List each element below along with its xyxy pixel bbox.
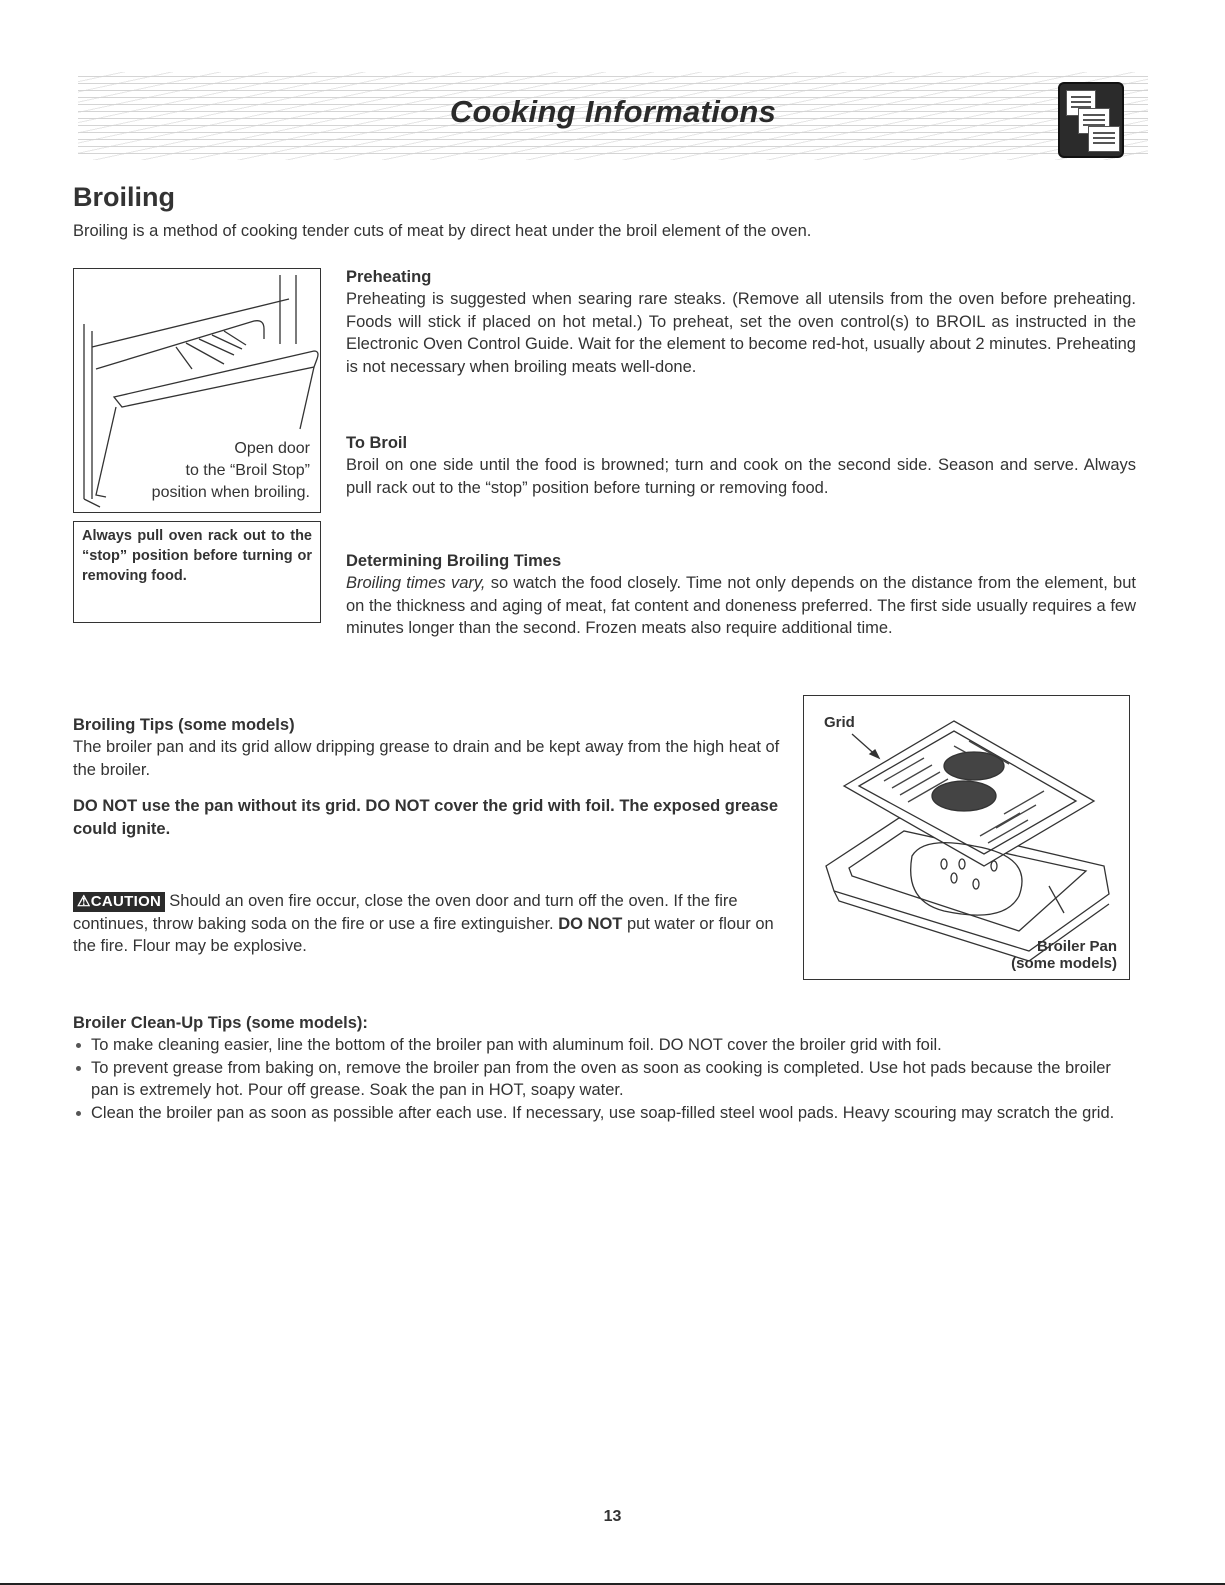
to-broil-heading: To Broil	[346, 434, 408, 452]
grid-label: Grid	[824, 714, 855, 731]
rack-note-box: Always pull oven rack out to the “stop” position before turning or removing food.	[73, 521, 321, 623]
oven-door-caption: Open door to the “Broil Stop” position when broiling.	[151, 440, 310, 501]
list-item: To prevent grease from baking on, remove the broiler pan from the oven as soon as cooking is completed. Use hot pads because the broiler pan is extremely hot. Pour off grease. Soak the pan in HOT, soapy water.	[73, 1057, 1143, 1102]
oven-door-figure	[73, 268, 321, 513]
broiler-pan-figure	[803, 695, 1130, 980]
broiling-tips-warning: DO NOT use the pan without its grid. DO NOT cover the grid with foil. The exposed grease could ignite.	[73, 797, 778, 838]
broiler-pan-illustration	[804, 696, 1129, 979]
preheating-body: Preheating is suggested when searing rare steaks. (Remove all utensils from the oven before preheating. Foods will stick if placed on hot metal.) To preheat, set the oven control(s) to BROIL as instructed in the Electronic Oven Control Guide. Wait for the element to become red-hot, usually about 2 minutes. Preheating is not necessary when broiling meats well-done.	[346, 290, 1136, 376]
list-item: To make cleaning easier, line the bottom of the broiler pan with aluminum foil. DO NOT cover the broiler grid with foil.	[73, 1034, 1143, 1057]
cleanup-heading: Broiler Clean-Up Tips (some models):	[73, 1014, 368, 1032]
documents-icon	[1058, 82, 1124, 158]
page-header-title: Cooking Informations	[449, 94, 777, 129]
caution-badge: ⚠CAUTION	[73, 892, 165, 912]
to-broil-section	[346, 432, 1136, 499]
broiling-tips-heading: Broiling Tips (some models)	[73, 716, 295, 734]
preheating-heading: Preheating	[346, 268, 432, 286]
section-intro: Broiling is a method of cooking tender cuts of meat by direct heat under the broil element of the oven.	[73, 222, 812, 240]
list-item: Clean the broiler pan as soon as possible after each use. If necessary, use soap-filled steel wool pads. Heavy scouring may scratch the grid.	[73, 1102, 1143, 1125]
broiler-pan-label: Broiler Pan (some models)	[1011, 938, 1117, 972]
to-broil-body: Broil on one side until the food is browned; turn and cook on the second side. Season and serve. Always pull rack out to the “stop” position before turning or removing food.	[346, 456, 1136, 497]
broiling-tips-section	[73, 714, 785, 841]
broiling-times-section	[346, 550, 1136, 640]
broiling-times-heading: Determining Broiling Times	[346, 552, 562, 570]
cleanup-list	[73, 1034, 1143, 1124]
page-number: 13	[603, 1508, 622, 1525]
broiling-tips-body: The broiler pan and its grid allow dripping grease to drain and be kept away from the high heat of the broiler.	[73, 738, 780, 779]
caution-section: ⚠CAUTION Should an oven fire occur, close the oven door and turn off the oven. If the fire continues, throw baking soda on the fire or use a fire extinguisher. DO NOT put water or flour on the fire. Flour may be explosive.	[73, 892, 774, 955]
section-title: Broiling	[73, 182, 175, 212]
broiling-times-body: Broiling times vary, so watch the food closely. Time not only depends on the distance from the element, but on the thickness and aging of meat, fat content and doneness preferred. The first side usually requires a few minutes longer than the second. Frozen meats also require additional time.	[346, 574, 1136, 637]
cleanup-section	[73, 1012, 1143, 1124]
header-banner	[78, 72, 1148, 160]
preheating-section	[346, 266, 1136, 378]
